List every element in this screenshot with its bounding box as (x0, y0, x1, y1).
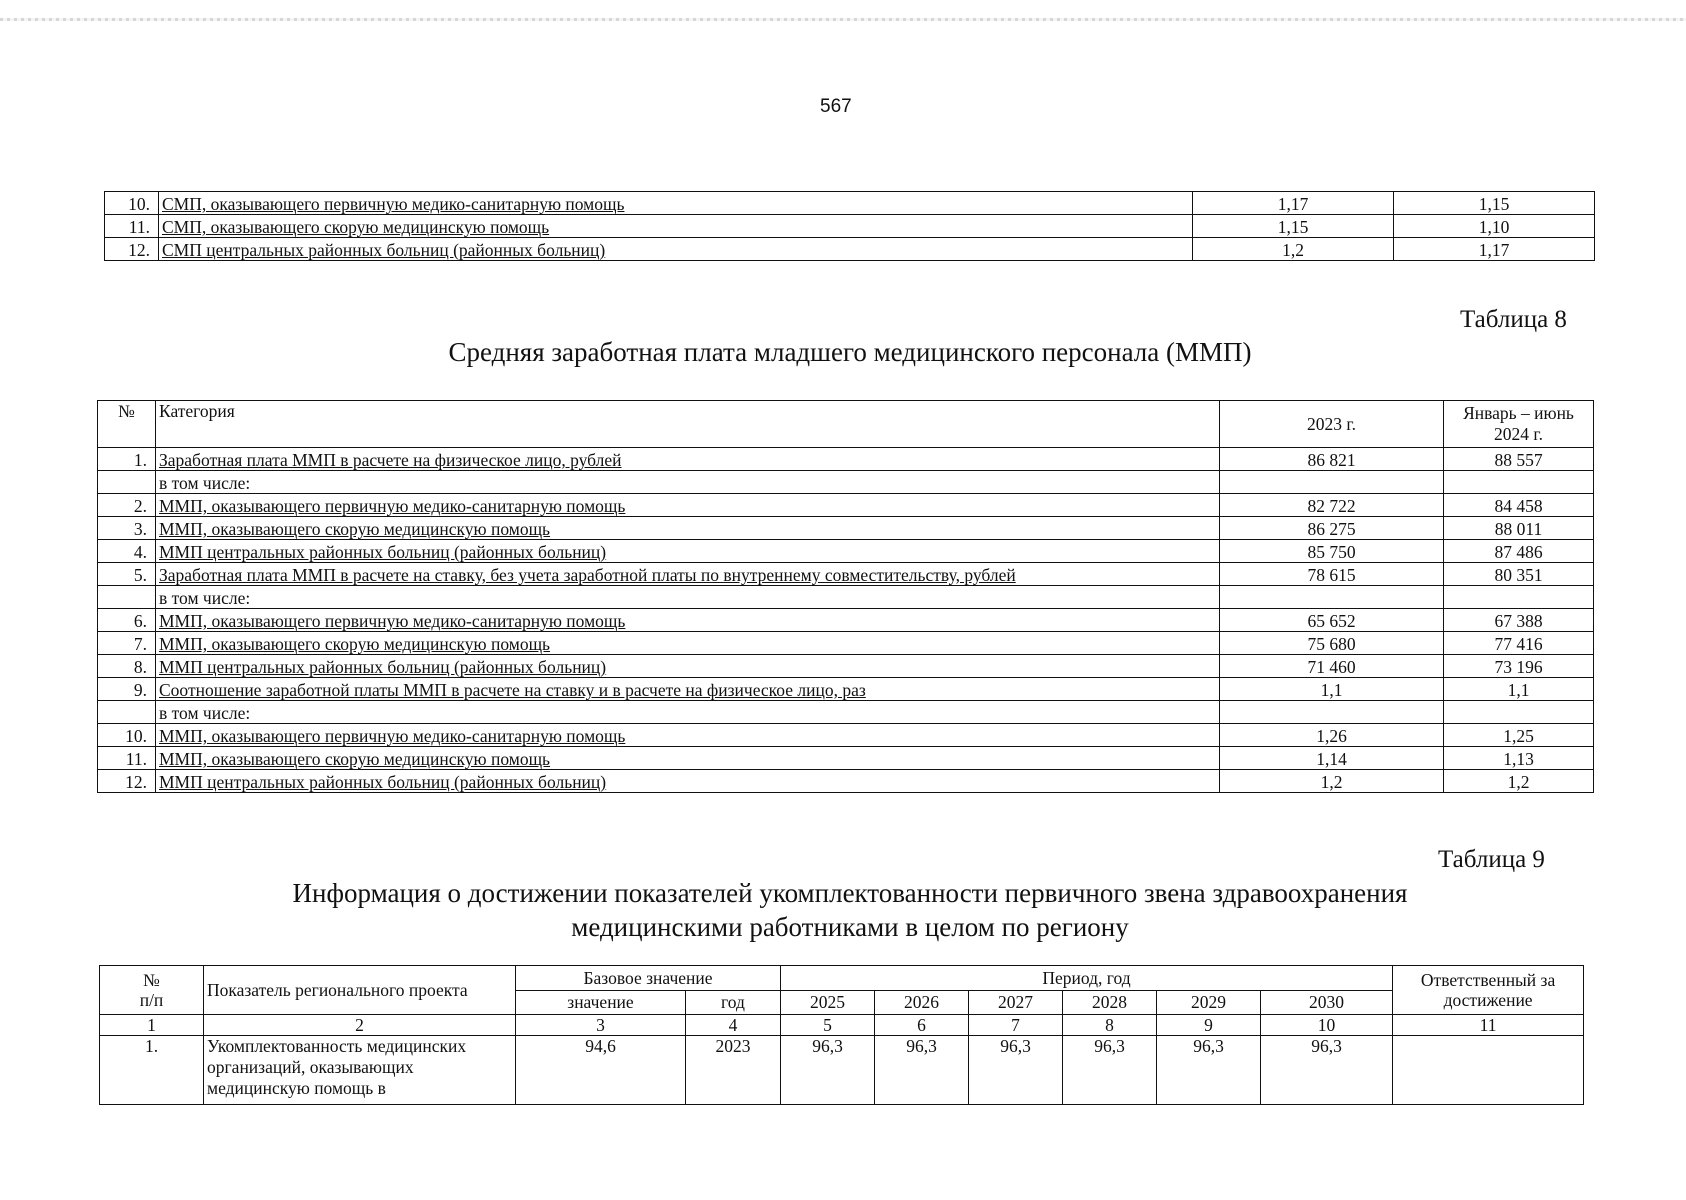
row-category: в том числе: (156, 586, 1220, 609)
column-number: 7 (969, 1015, 1063, 1036)
row-category: в том числе: (156, 471, 1220, 494)
row-value-2024: 87 486 (1444, 540, 1594, 563)
row-category: в том числе: (156, 701, 1220, 724)
row-category: ММП, оказывающего скорую медицинскую помощь (156, 747, 1220, 770)
table-row (98, 494, 1594, 517)
table-row (98, 632, 1594, 655)
table-row (98, 655, 1594, 678)
row-number: 1. (98, 448, 156, 471)
table9-header-year: 2025 (781, 990, 875, 1015)
row-value-2024: 1,25 (1444, 724, 1594, 747)
row-value-2024 (1444, 586, 1594, 609)
column-number: 3 (516, 1015, 686, 1036)
row-value-2024: 1,13 (1444, 747, 1594, 770)
column-number: 10 (1261, 1015, 1393, 1036)
table9-row-value: 96,3 (969, 1036, 1063, 1105)
row-category: СМП, оказывающего скорую медицинскую помощь (159, 215, 1193, 238)
row-value-2023: 1,2 (1220, 770, 1444, 793)
table8 (97, 400, 1594, 793)
table-row (98, 678, 1594, 701)
row-category: Заработная плата ММП в расчете на физическое лицо, рублей (156, 448, 1220, 471)
table9-row-value: 96,3 (1261, 1036, 1393, 1105)
row-number: 3. (98, 517, 156, 540)
row-value-2024: 1,10 (1394, 215, 1595, 238)
row-number: 12. (98, 770, 156, 793)
table9-body (100, 966, 1584, 1105)
continued-table (104, 191, 1595, 261)
table8-header-category: Категория (156, 401, 1220, 448)
table8-title: Средняя заработная плата младшего медицинского персонала (ММП) (448, 337, 1252, 367)
table9-header-indicator: Показатель регионального проекта (204, 966, 516, 1015)
row-category: ММП, оказывающего скорую медицинскую помощь (156, 632, 1220, 655)
table-row (105, 238, 1595, 261)
column-number: 2 (204, 1015, 516, 1036)
table-row (105, 192, 1595, 215)
row-value-2023: 1,15 (1193, 215, 1394, 238)
table8-header-2024-line2: 2024 г. (1494, 424, 1543, 444)
row-value-2024 (1444, 701, 1594, 724)
row-number (98, 701, 156, 724)
table9-row-no: 1. (100, 1036, 204, 1105)
table9-header-responsible-line2: достижение (1443, 990, 1533, 1010)
row-value-2024: 67 388 (1444, 609, 1594, 632)
row-number (98, 471, 156, 494)
row-value-2024: 1,1 (1444, 678, 1594, 701)
column-number: 11 (1393, 1015, 1584, 1036)
table9-header-base: Базовое значение (516, 966, 781, 991)
row-value-2023: 71 460 (1220, 655, 1444, 678)
column-number: 4 (686, 1015, 781, 1036)
row-value-2023: 86 821 (1220, 448, 1444, 471)
row-number: 7. (98, 632, 156, 655)
row-value-2024 (1444, 471, 1594, 494)
row-category: СМП центральных районных больниц (районных больниц) (159, 238, 1193, 261)
row-number: 10. (98, 724, 156, 747)
table9-header-year: 2026 (875, 990, 969, 1015)
row-value-2023: 1,2 (1193, 238, 1394, 261)
table-row (98, 724, 1594, 747)
table9-header-no (100, 966, 204, 1015)
row-value-2024: 84 458 (1444, 494, 1594, 517)
row-number: 10. (105, 192, 159, 215)
table-row (98, 471, 1594, 494)
table-row (98, 609, 1594, 632)
table9-header-year: 2027 (969, 990, 1063, 1015)
table9-header-no-line1: № (143, 970, 160, 990)
table9-header-responsible-line1: Ответственный за (1420, 970, 1556, 990)
row-category: ММП центральных районных больниц (районных больниц) (156, 540, 1220, 563)
table9-header-no-line2: п/п (139, 990, 164, 1010)
table8-body (98, 401, 1594, 793)
row-category: ММП, оказывающего первичную медико-санитарную помощь (156, 494, 1220, 517)
row-value-2023: 1,14 (1220, 747, 1444, 770)
table9-row-value: 96,3 (1157, 1036, 1261, 1105)
row-value-2023: 65 652 (1220, 609, 1444, 632)
row-number: 12. (105, 238, 159, 261)
table8-header-row (98, 401, 1594, 448)
row-value-2023 (1220, 471, 1444, 494)
row-category: ММП, оказывающего скорую медицинскую помощь (156, 517, 1220, 540)
table9-title-line1: Информация о достижении показателей укомплектованности первичного звена здравоохранения (292, 878, 1408, 908)
row-value-2024: 77 416 (1444, 632, 1594, 655)
row-value-2024: 88 557 (1444, 448, 1594, 471)
row-number: 2. (98, 494, 156, 517)
table-row (105, 215, 1595, 238)
row-value-2023: 78 615 (1220, 563, 1444, 586)
row-value-2024: 1,17 (1394, 238, 1595, 261)
table-row (98, 517, 1594, 540)
row-number: 6. (98, 609, 156, 632)
indicator-line: Укомплектованность медицинских (207, 1036, 467, 1056)
table9-title-line2: медицинскими работниками в целом по региону (571, 912, 1129, 942)
row-number: 4. (98, 540, 156, 563)
row-value-2023: 75 680 (1220, 632, 1444, 655)
table9-label: Таблица 9 (1438, 846, 1545, 873)
row-category: ММП центральных районных больниц (районных больниц) (156, 770, 1220, 793)
table9-row-base-year: 2023 (686, 1036, 781, 1105)
row-category: ММП, оказывающего первичную медико-санитарную помощь (156, 609, 1220, 632)
table-row (98, 540, 1594, 563)
continued-table-body (105, 192, 1595, 261)
table9-row-responsible (1393, 1036, 1584, 1105)
row-value-2023 (1220, 586, 1444, 609)
row-number: 11. (98, 747, 156, 770)
table8-label: Таблица 8 (1460, 306, 1567, 333)
row-value-2023: 1,1 (1220, 678, 1444, 701)
row-category: ММП, оказывающего первичную медико-санитарную помощь (156, 724, 1220, 747)
row-value-2023: 1,17 (1193, 192, 1394, 215)
row-number: 11. (105, 215, 159, 238)
table8-header-no: № (98, 401, 156, 448)
table9-column-numbers-row (100, 1015, 1584, 1036)
table9-header-responsible (1393, 966, 1584, 1015)
row-value-2024: 1,2 (1444, 770, 1594, 793)
scan-artifact (0, 18, 1686, 21)
row-value-2024: 88 011 (1444, 517, 1594, 540)
page-number: 567 (820, 96, 852, 117)
column-number: 1 (100, 1015, 204, 1036)
row-category: Соотношение заработной платы ММП в расчете на ставку и в расчете на физическое лицо, раз (156, 678, 1220, 701)
row-value-2024: 1,15 (1394, 192, 1595, 215)
row-value-2023: 1,26 (1220, 724, 1444, 747)
indicator-line: медицинскую помощь в (207, 1078, 386, 1098)
table8-header-2023: 2023 г. (1220, 401, 1444, 448)
column-number: 5 (781, 1015, 875, 1036)
table9-header-base-value: значение (516, 990, 686, 1015)
table9-header-year: 2029 (1157, 990, 1261, 1015)
table-row (98, 770, 1594, 793)
table-row (98, 701, 1594, 724)
table9-row-value: 96,3 (1063, 1036, 1157, 1105)
table-row (98, 563, 1594, 586)
table9-row-value: 96,3 (781, 1036, 875, 1105)
row-value-2023: 82 722 (1220, 494, 1444, 517)
table9-header-year: 2028 (1063, 990, 1157, 1015)
column-number: 9 (1157, 1015, 1261, 1036)
table-row (98, 586, 1594, 609)
table9-header-base-year: год (686, 990, 781, 1015)
table9-title (200, 876, 1500, 944)
row-value-2024: 73 196 (1444, 655, 1594, 678)
table9-header-period: Период, год (781, 966, 1393, 991)
row-value-2023: 86 275 (1220, 517, 1444, 540)
column-number: 6 (875, 1015, 969, 1036)
column-number: 8 (1063, 1015, 1157, 1036)
table8-header-2024-line1: Январь – июнь (1463, 403, 1574, 423)
table-row (100, 1036, 1584, 1105)
row-value-2024: 80 351 (1444, 563, 1594, 586)
row-value-2023: 85 750 (1220, 540, 1444, 563)
row-number (98, 586, 156, 609)
row-number: 5. (98, 563, 156, 586)
table8-header-2024 (1444, 401, 1594, 448)
indicator-line: организаций, оказывающих (207, 1057, 414, 1077)
table9-row-indicator (204, 1036, 516, 1105)
row-category: Заработная плата ММП в расчете на ставку, без учета заработной платы по внутреннему совместительству, рублей (156, 563, 1220, 586)
row-value-2023 (1220, 701, 1444, 724)
table-row (98, 448, 1594, 471)
table9-header-row1 (100, 966, 1584, 991)
table9 (99, 965, 1584, 1105)
row-number: 8. (98, 655, 156, 678)
table9-row-value: 96,3 (875, 1036, 969, 1105)
table9-row-base-value: 94,6 (516, 1036, 686, 1105)
table-row (98, 747, 1594, 770)
table9-header-year: 2030 (1261, 990, 1393, 1015)
row-category: ММП центральных районных больниц (районных больниц) (156, 655, 1220, 678)
row-number: 9. (98, 678, 156, 701)
row-category: СМП, оказывающего первичную медико-санитарную помощь (159, 192, 1193, 215)
